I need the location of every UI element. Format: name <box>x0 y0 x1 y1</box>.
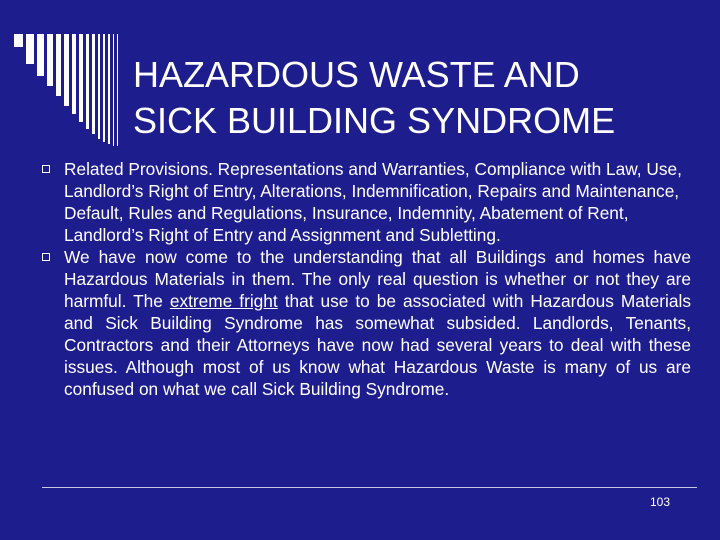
slide-title <box>133 52 703 144</box>
decor-bar <box>92 34 95 134</box>
bullet-item-hazardous-materials <box>42 246 691 400</box>
decor-bar <box>14 34 23 47</box>
underlined-phrase: extreme fright <box>169 291 278 311</box>
slide-title-line-1: HAZARDOUS WASTE AND <box>133 54 580 95</box>
square-bullet-icon <box>42 165 50 173</box>
decor-bar <box>108 34 110 144</box>
bullet-text: Related Provisions. Representations and Warranties, Compliance with Law, Use, Landlord’s Right of Entry, Alterations, Indemnification, Repairs and Maintenance, Default, Rules and Regulations, Insurance, Indemnity, Abatement of Rent, Landlord’s Right of Entry and Assignment and Subletting. <box>64 159 682 245</box>
decor-bar <box>47 34 53 86</box>
decor-bar <box>98 34 100 139</box>
bullet-text-part: We have now come to the understanding that all Buildings and homes have Hazardous Materials in them. The only real question is whether or not they are harmful. The <box>64 247 691 311</box>
bullet-text <box>64 246 691 400</box>
decor-bar <box>72 34 76 114</box>
bullet-item-related-provisions <box>42 158 691 246</box>
square-bullet-icon <box>42 253 50 261</box>
decorative-bars-icon <box>14 34 124 146</box>
footer-divider <box>42 487 697 488</box>
decor-bar <box>37 34 44 76</box>
bullet-text-part: that use to be associated with Hazardous Materials and Sick Building Syndrome has somewhat subsided. Landlords, Tenants, Contractors and their Attorneys have now had several years to deal with these issues. Although most of us know what Hazardous Waste is many of us are confused on what we call Sick Building Syndrome. <box>64 291 691 399</box>
decor-bar <box>103 34 105 142</box>
decor-bar <box>79 34 83 122</box>
decor-bar <box>113 34 114 146</box>
page-number: 103 <box>650 495 671 509</box>
decor-bar <box>56 34 61 96</box>
decor-bar <box>26 34 34 64</box>
slide-title-line-2: SICK BUILDING SYNDROME <box>133 100 616 141</box>
slide-body <box>42 158 691 400</box>
decor-bar <box>86 34 89 129</box>
decor-bar <box>64 34 69 106</box>
decor-bar <box>117 34 118 146</box>
